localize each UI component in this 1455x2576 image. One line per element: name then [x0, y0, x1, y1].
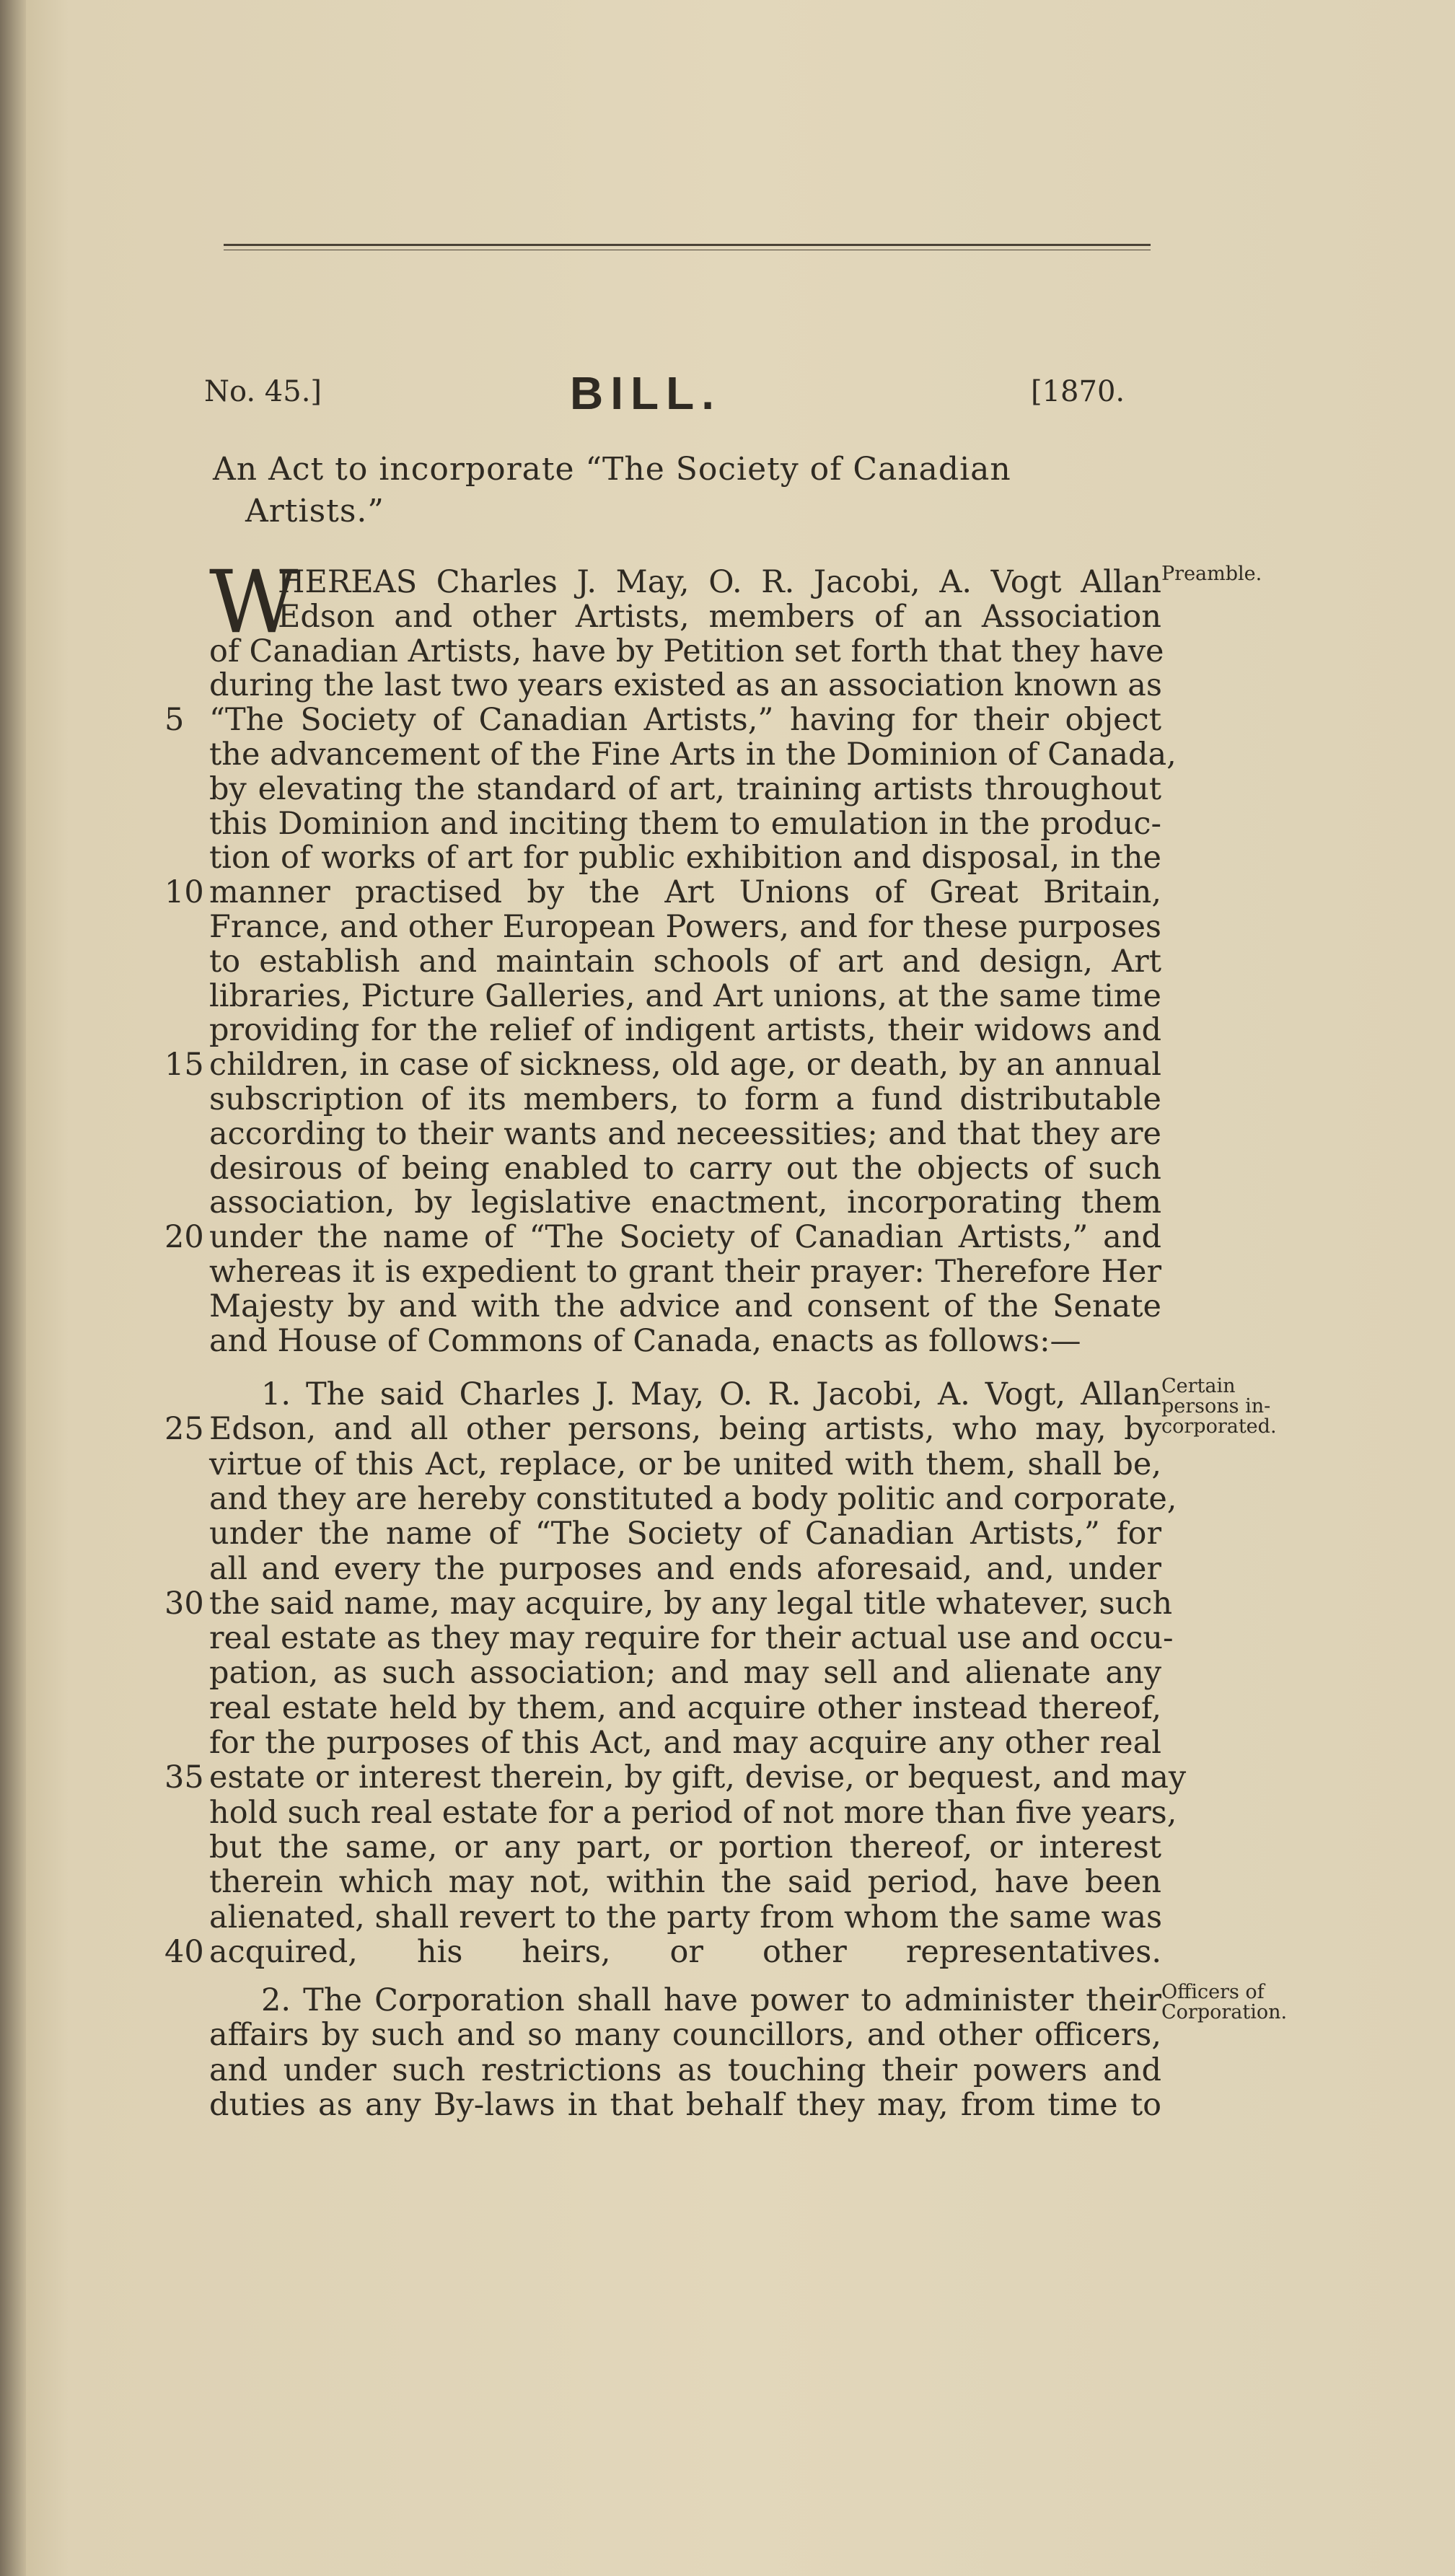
preamble-line: France, and other European Powers, and for these purposes	[209, 909, 1161, 945]
preamble-line: during the last two years existed as an association known as	[209, 667, 1162, 703]
section1-line: pation, as such association; and may sell and alienate any	[209, 1655, 1161, 1691]
act-title	[213, 449, 1151, 532]
line-number: 15	[164, 1047, 204, 1083]
section1-line: therein which may not, within the said period, have been	[209, 1864, 1161, 1900]
preamble-line: whereas it is expedient to grant their prayer: Therefore Her	[209, 1254, 1161, 1290]
section1-line: alienated, shall revert to the party from whom the same was	[209, 1899, 1163, 1935]
act-title-line: Artists.”	[245, 493, 384, 529]
section1-line: acquired, his heirs, or other representatives.	[209, 1934, 1161, 1970]
section1-line: virtue of this Act, replace, or be united with them, shall be,	[209, 1446, 1161, 1482]
line-number: 25	[164, 1411, 204, 1447]
line-number: 30	[164, 1586, 204, 1622]
section1-line: hold such real estate for a period of not more than five years,	[209, 1795, 1177, 1831]
line-number: 5	[164, 702, 185, 738]
margin-note-section-1: Certain persons in- corporated.	[1161, 1375, 1277, 1438]
line-number: 35	[164, 1759, 204, 1795]
preamble-line: by elevating the standard of art, training artists throughout	[209, 771, 1161, 807]
bill-number: No. 45.]	[204, 375, 322, 408]
preamble-line: tion of works of art for public exhibition and disposal, in the	[209, 840, 1161, 876]
section1-line: but the same, or any part, or portion thereof, or interest	[209, 1829, 1161, 1865]
preamble-line: “The Society of Canadian Artists,” having for their object	[209, 702, 1161, 738]
preamble-line: libraries, Picture Galleries, and Art unions, at the same time	[209, 978, 1161, 1014]
preamble-line: Edson and other Artists, members of an Association	[278, 599, 1161, 635]
section2-line: 2. The Corporation shall have power to administer their	[261, 1982, 1161, 2018]
preamble-line: this Dominion and inciting them to emulation in the produc-	[209, 806, 1161, 842]
bill-year: [1870.	[1031, 375, 1125, 408]
margin-note-section-2: Officers of Corporation.	[1161, 1981, 1288, 2023]
top-rule	[224, 244, 1151, 246]
section1-line: the said name, may acquire, by any legal title whatever, such	[209, 1586, 1173, 1622]
bill-heading: BILL.	[570, 367, 721, 419]
section1-line: for the purposes of this Act, and may acquire any other real	[209, 1725, 1161, 1761]
preamble-line: under the name of “The Society of Canadian Artists,” and	[209, 1219, 1161, 1255]
line-number: 10	[164, 874, 204, 910]
section1-line: real estate as they may require for their actual use and occu-	[209, 1620, 1174, 1656]
preamble-line: according to their wants and neceessities; and that they are	[209, 1116, 1161, 1152]
margin-note-preamble: Preamble.	[1161, 563, 1262, 585]
section1-line: and they are hereby constituted a body politic and corporate,	[209, 1481, 1177, 1517]
preamble-line: Majesty by and with the advice and consent of the Senate	[209, 1288, 1161, 1324]
line-number: 20	[164, 1219, 204, 1255]
preamble-line: association, by legislative enactment, incorporating them	[209, 1184, 1161, 1221]
section2-line: and under such restrictions as touching their powers and	[209, 2052, 1161, 2088]
section1-line: real estate held by them, and acquire other instead thereof,	[209, 1690, 1161, 1726]
preamble-line: providing for the relief of indigent artists, their widows and	[209, 1012, 1161, 1048]
preamble-line: subscription of its members, to form a fund distributable	[209, 1081, 1161, 1117]
preamble-line: the advancement of the Fine Arts in the Dominion of Canada,	[209, 737, 1177, 773]
book-spine	[0, 0, 26, 2576]
section2-line: affairs by such and so many councillors, and other officers,	[209, 2017, 1161, 2053]
drop-cap: W	[209, 553, 299, 653]
preamble-line: to establish and maintain schools of art and design, Art	[209, 944, 1161, 980]
section1-line: Edson, and all other persons, being artists, who may, by	[209, 1411, 1161, 1447]
act-title-line: An Act to incorporate “The Society of Canadian	[213, 451, 1011, 488]
preamble-line: manner practised by the Art Unions of Great Britain,	[209, 874, 1161, 910]
preamble-line: and House of Commons of Canada, enacts as follows:—	[209, 1323, 1081, 1359]
preamble-line: of Canadian Artists, have by Petition set forth that they have	[209, 633, 1164, 669]
preamble-line: HEREAS Charles J. May, O. R. Jacobi, A. Vogt Allan	[278, 564, 1161, 600]
section1-line: 1. The said Charles J. May, O. R. Jacobi, A. Vogt, Allan	[261, 1376, 1161, 1412]
preamble-line: desirous of being enabled to carry out the objects of such	[209, 1151, 1161, 1187]
section1-line: under the name of “The Society of Canadian Artists,” for	[209, 1516, 1161, 1552]
section1-line: estate or interest therein, by gift, devise, or bequest, and may	[209, 1759, 1187, 1795]
section1-line: all and every the purposes and ends aforesaid, and, under	[209, 1551, 1161, 1587]
line-number: 40	[164, 1934, 204, 1970]
section2-line: duties as any By-laws in that behalf they may, from time to	[209, 2087, 1161, 2123]
preamble-line: children, in case of sickness, old age, or death, by an annual	[209, 1047, 1161, 1083]
